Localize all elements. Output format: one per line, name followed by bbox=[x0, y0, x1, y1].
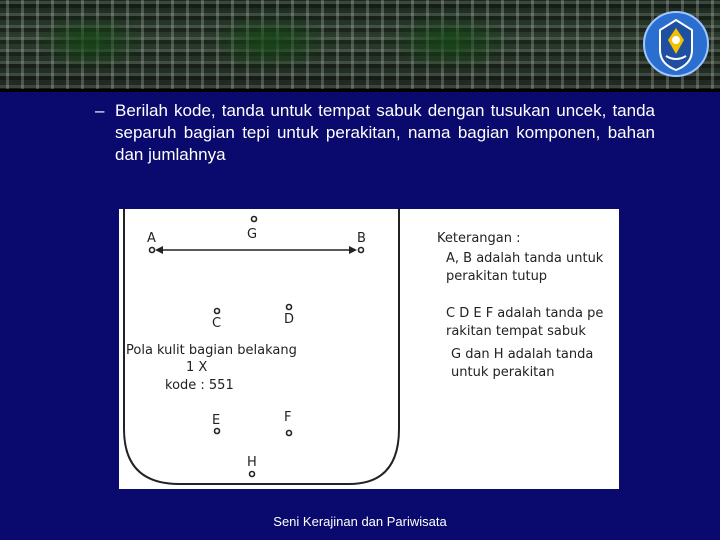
point-g-label: G bbox=[247, 227, 258, 242]
footer-text: Seni Kerajinan dan Pariwisata bbox=[273, 514, 447, 529]
keterangan-line-4: rakitan tempat sabuk bbox=[446, 324, 586, 339]
instruction-text: Berilah kode, tanda untuk tempat sabuk dengan tusukan uncek, tanda separuh bagian tepi untuk perakitan, nama bagian komponen, bahan dan jumlahnya bbox=[115, 101, 655, 164]
point-h-dot bbox=[250, 472, 255, 477]
keterangan-line-5: G dan H adalah tanda bbox=[451, 347, 594, 362]
keterangan-line-2: perakitan tutup bbox=[446, 269, 548, 284]
point-d-label: D bbox=[284, 312, 295, 327]
keterangan-title: Keterangan : bbox=[437, 231, 521, 246]
arrow-right-icon bbox=[349, 246, 357, 254]
point-a-dot bbox=[150, 248, 155, 253]
point-a-label: A bbox=[147, 231, 156, 246]
tut-wuri-handayani-logo-icon bbox=[640, 10, 712, 78]
piece-name: Pola kulit bagian belakang bbox=[126, 343, 297, 358]
piece-code: kode : 551 bbox=[165, 378, 234, 393]
point-h-label: H bbox=[247, 455, 257, 470]
point-g-dot bbox=[252, 217, 257, 222]
keterangan-line-3: C D E F adalah tanda pe bbox=[446, 306, 604, 321]
point-b-dot bbox=[359, 248, 364, 253]
piece-quantity: 1 X bbox=[186, 360, 208, 375]
textile-banner bbox=[0, 0, 720, 92]
point-b-label: B bbox=[357, 231, 366, 246]
point-d-dot bbox=[287, 305, 292, 310]
arrow-left-icon bbox=[155, 246, 163, 254]
point-f-dot bbox=[287, 431, 292, 436]
point-f-label: F bbox=[284, 410, 292, 425]
point-e-label: E bbox=[212, 413, 221, 428]
keterangan-line-6: untuk perakitan bbox=[451, 365, 555, 380]
keterangan-line-1: A, B adalah tanda untuk bbox=[446, 251, 604, 266]
pattern-diagram bbox=[119, 209, 619, 489]
point-e-dot bbox=[215, 429, 220, 434]
point-c-label: C bbox=[212, 316, 222, 331]
instruction-bullet bbox=[95, 100, 655, 166]
point-c-dot bbox=[215, 309, 220, 314]
bullet-dash: – bbox=[95, 101, 105, 120]
